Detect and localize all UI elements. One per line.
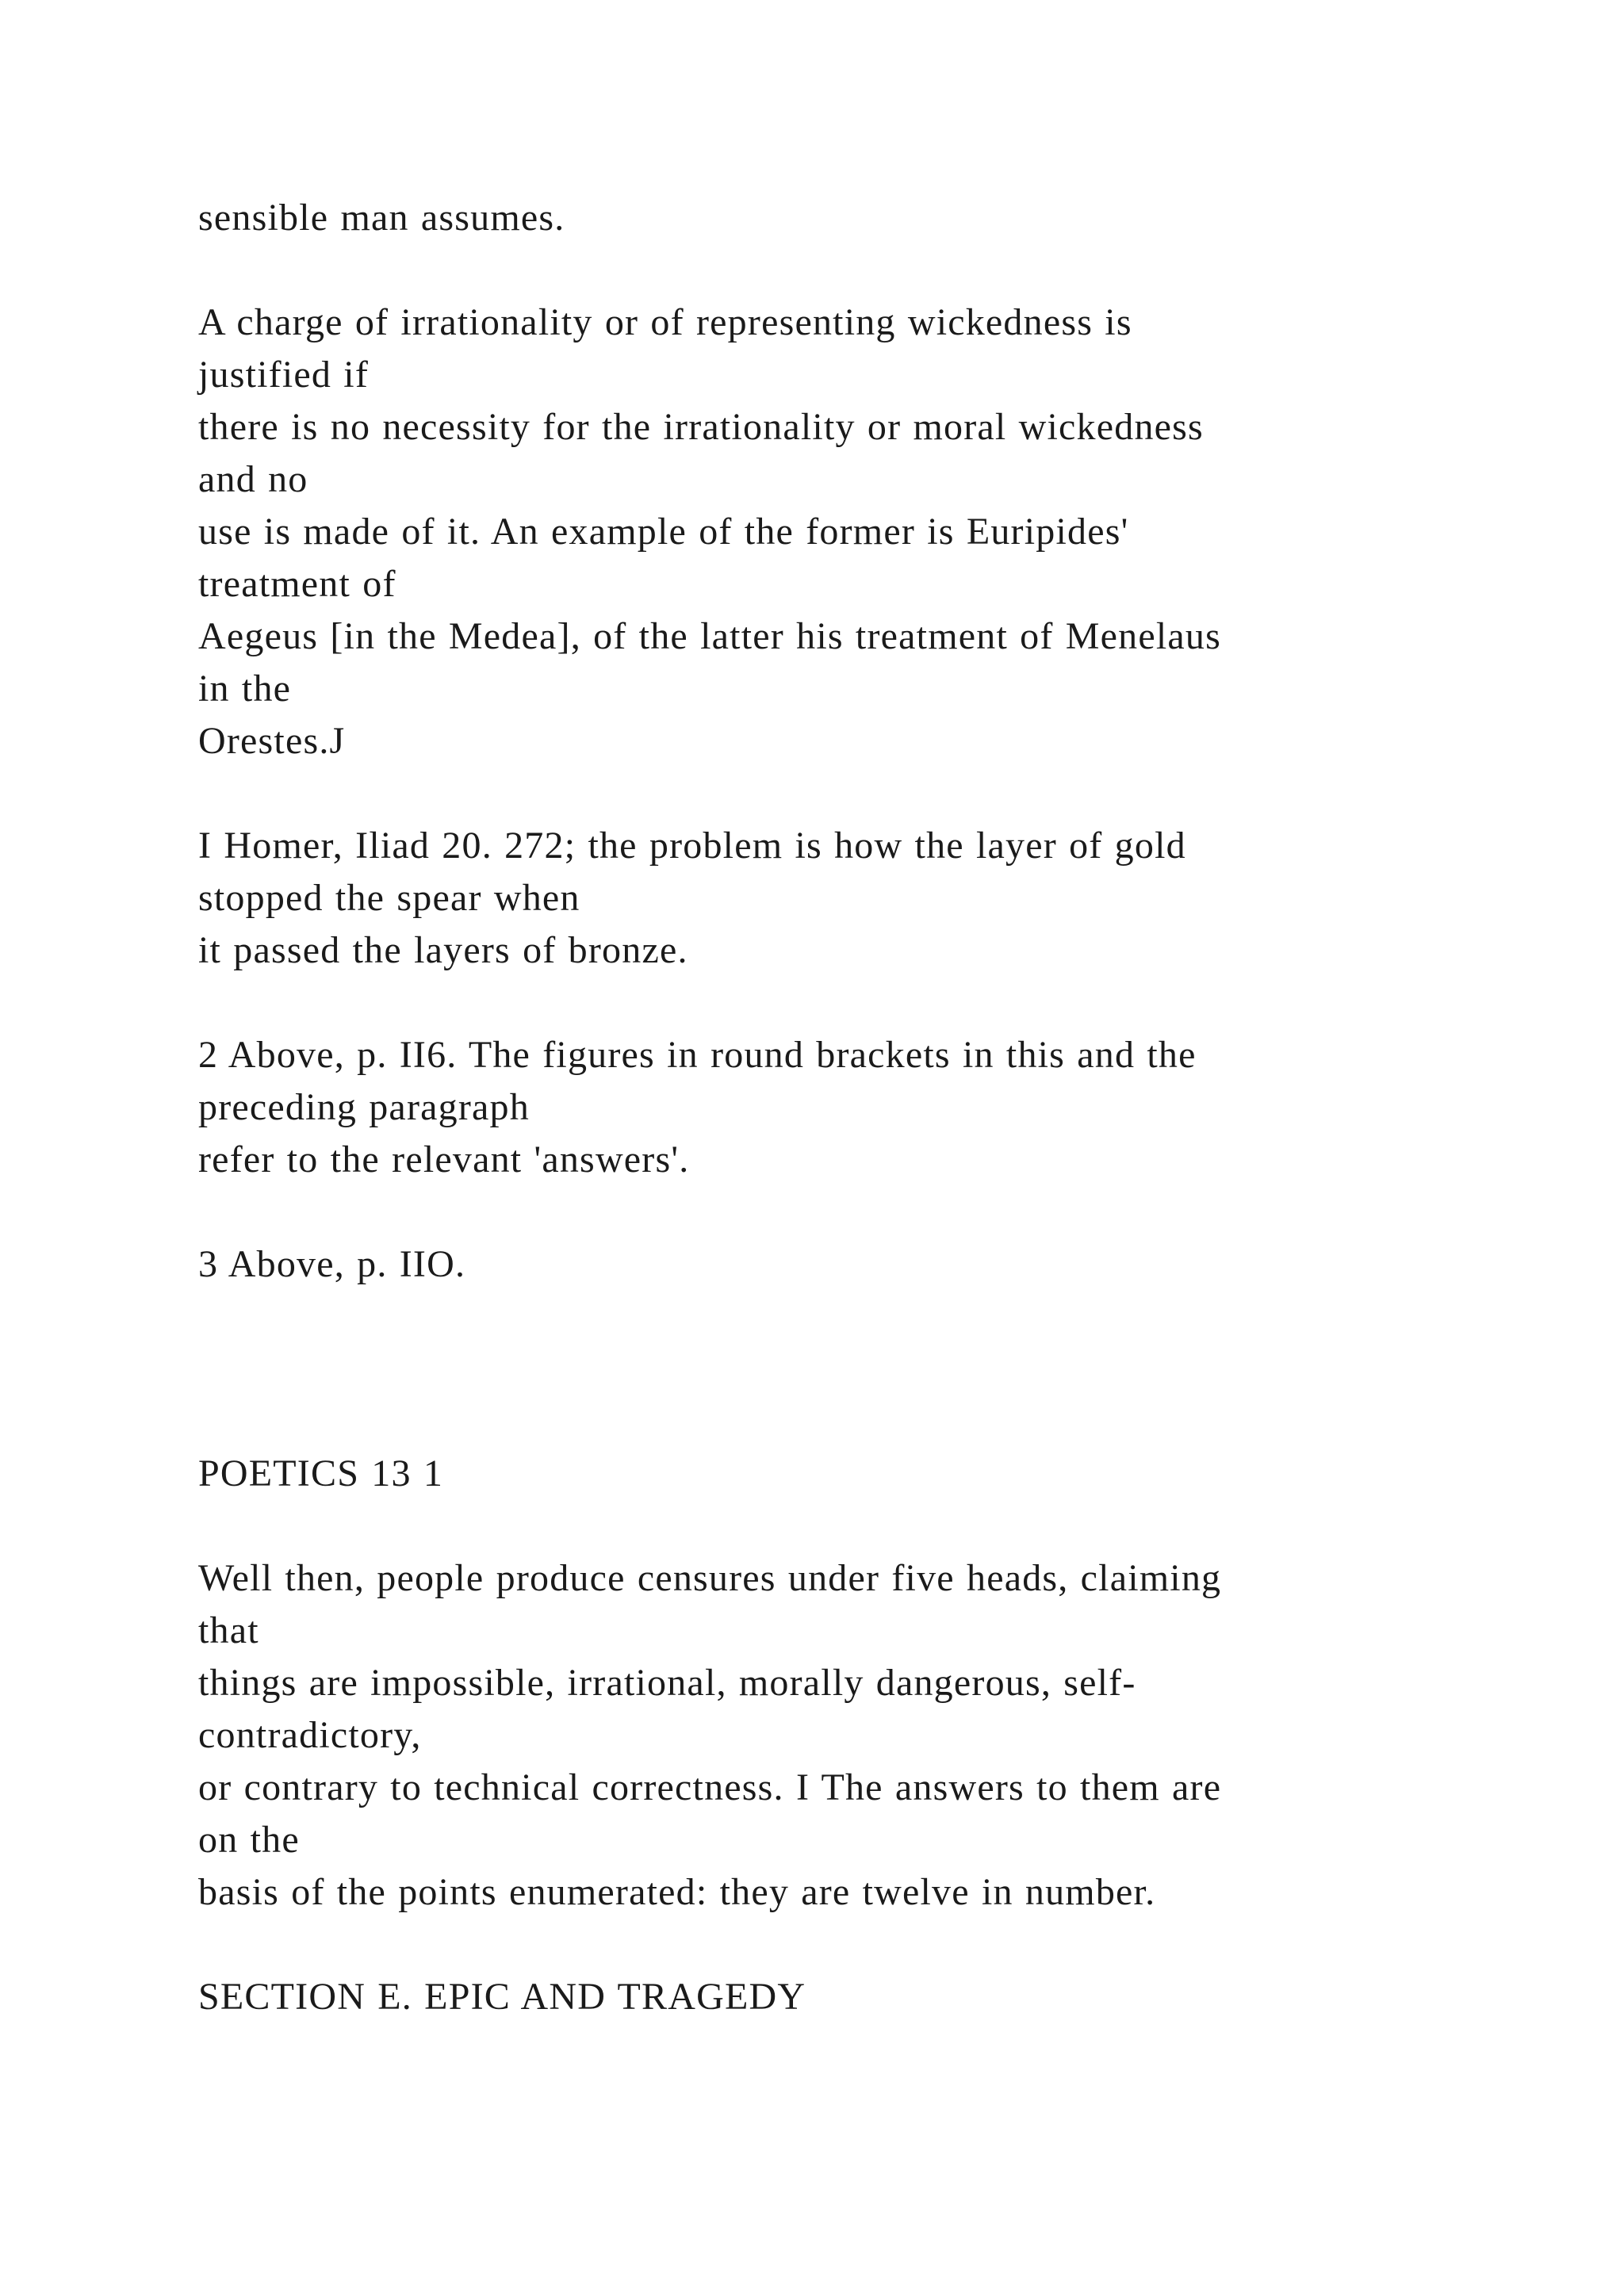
- page-break-gap: [198, 1291, 1578, 1448]
- text-line: I Homer, Iliad 20. 272; the problem is how the layer of gold: [198, 825, 1186, 867]
- footnote-2: [198, 1029, 1578, 1186]
- text-line: there is no necessity for the irrationality or moral wickedness: [198, 406, 1204, 448]
- text-line: Well then, people produce censures under five heads, claiming: [198, 1557, 1222, 1599]
- running-header: [198, 1448, 1578, 1500]
- text-line: sensible man assumes.: [198, 197, 565, 239]
- text-line: in the: [198, 668, 292, 710]
- text-line: Orestes.J: [198, 720, 346, 762]
- paragraph-censures: [198, 1552, 1578, 1919]
- text-line: stopped the spear when: [198, 877, 580, 919]
- paragraph-charge: [198, 297, 1578, 767]
- footnote-3: [198, 1238, 1578, 1291]
- footnote-1: [198, 820, 1578, 977]
- text-line: use is made of it. An example of the former is Euripides': [198, 511, 1129, 553]
- paragraph-gap: [198, 1500, 1578, 1552]
- text-line: Aegeus [in the Medea], of the latter his treatment of Menelaus: [198, 615, 1221, 657]
- document-page: [198, 192, 1578, 2023]
- text-line: or contrary to technical correctness. I The answers to them are: [198, 1766, 1222, 1808]
- text-line: POETICS 13 1: [198, 1452, 444, 1494]
- text-line: basis of the points enumerated: they are twelve in number.: [198, 1871, 1156, 1913]
- text-line: it passed the layers of bronze.: [198, 929, 688, 971]
- paragraph-gap: [198, 767, 1578, 820]
- text-line: treatment of: [198, 563, 396, 605]
- text-line: things are impossible, irrational, morally dangerous, self-: [198, 1662, 1136, 1704]
- text-line: A charge of irrationality or of representing wickedness is: [198, 301, 1132, 343]
- text-line: and no: [198, 458, 308, 500]
- paragraph-gap: [198, 244, 1578, 297]
- text-line: justified if: [198, 354, 370, 396]
- text-line: preceding paragraph: [198, 1086, 530, 1128]
- text-line: contradictory,: [198, 1714, 422, 1756]
- text-line: 3 Above, p. IIO.: [198, 1243, 466, 1285]
- text-line: on the: [198, 1819, 300, 1861]
- opening-fragment: [198, 192, 1578, 244]
- paragraph-gap: [198, 1186, 1578, 1238]
- paragraph-gap: [198, 1919, 1578, 1971]
- text-line: 2 Above, p. II6. The figures in round brackets in this and the: [198, 1034, 1197, 1076]
- text-line: SECTION E. EPIC AND TRAGEDY: [198, 1976, 806, 2018]
- section-heading: [198, 1971, 1578, 2023]
- paragraph-gap: [198, 977, 1578, 1029]
- text-line: that: [198, 1609, 259, 1651]
- text-line: refer to the relevant 'answers'.: [198, 1138, 690, 1181]
